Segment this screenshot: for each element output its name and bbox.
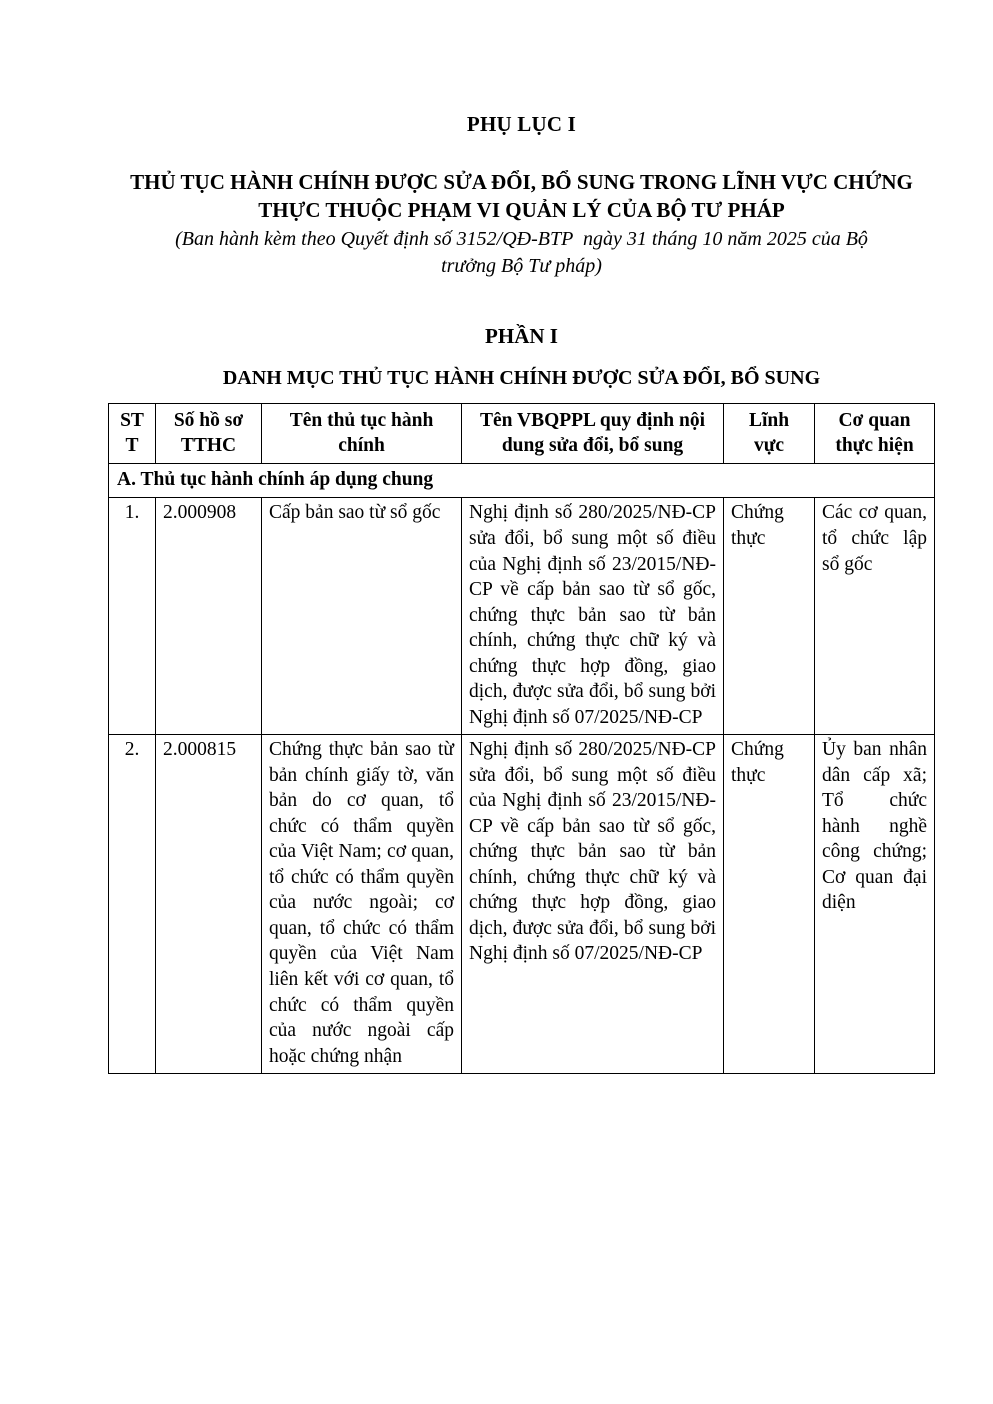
issuance-note: (Ban hành kèm theo Quyết định số 3152/QĐ-BTP ngày 31 tháng 10 năm 2025 của Bộ trưởng Bộ Tư pháp) <box>175 227 873 277</box>
list-title: DANH MỤC THỦ TỤC HÀNH CHÍNH ĐƯỢC SỬA ĐỔI, BỔ SUNG <box>222 366 821 389</box>
column-header-co-quan: Cơ quan thực hiện <box>815 403 935 463</box>
row2-stt: 2. <box>109 735 156 1074</box>
row1-linh-vuc: Chứng thực <box>724 498 815 735</box>
column-header-linh-vuc-label: Lĩnh vực <box>748 409 790 457</box>
column-header-so-ho-so: Số hồ sơ TTHC <box>156 403 262 463</box>
column-header-linh-vuc <box>724 403 815 463</box>
row2-ten-thu-tuc: Chứng thực bản sao từ bản chính giấy tờ, văn bản do cơ quan, tổ chức có thẩm quyền của Việt Nam; cơ quan, tổ chức có thẩm quyền của nước ngoài; cơ quan, tổ chức có thẩm quyền của Việt Nam liên kết với cơ quan, tổ chức có thẩm quyền của nước ngoài cấp hoặc chứng nhận <box>262 735 462 1074</box>
appendix-title: PHỤ LỤC I <box>466 112 577 136</box>
column-header-stt <box>109 403 156 463</box>
row1-stt: 1. <box>109 498 156 735</box>
document-title: THỦ TỤC HÀNH CHÍNH ĐƯỢC SỬA ĐỔI, BỔ SUNG TRONG LĨNH VỰC CHỨNG THỰC THUỘC PHẠM VI QUẢN LÝ CỦA BỘ TƯ PHÁP <box>130 170 913 222</box>
row2-so-ho-so: 2.000815 <box>156 735 262 1074</box>
column-header-ten-thu-tuc: Tên thủ tục hành chính <box>262 403 462 463</box>
row2-linh-vuc: Chứng thực <box>724 735 815 1074</box>
table-header-row <box>109 403 935 463</box>
column-header-vbqppl: Tên VBQPPL quy định nội dung sửa đổi, bổ sung <box>462 403 724 463</box>
row2-co-quan: Ủy ban nhân dân cấp xã; Tổ chức hành nghề công chứng; Cơ quan đại diện <box>815 735 935 1074</box>
table-row <box>109 735 935 1074</box>
row1-vbqppl: Nghị định số 280/2025/NĐ-CP sửa đổi, bổ sung một số điều của Nghị định số 23/2015/NĐ-CP về cấp bản sao từ sổ gốc, chứng thực bản sao từ bản chính, chứng thực chữ ký và chứng thực hợp đồng, giao dịch, được sửa đổi, bổ sung bởi Nghị định số 07/2025/NĐ-CP <box>462 498 724 735</box>
row1-co-quan: Các cơ quan, tổ chức lập sổ gốc <box>815 498 935 735</box>
row1-ten-thu-tuc: Cấp bản sao từ sổ gốc <box>262 498 462 735</box>
row2-vbqppl: Nghị định số 280/2025/NĐ-CP sửa đổi, bổ sung một số điều của Nghị định số 23/2015/NĐ-CP về cấp bản sao từ sổ gốc, chứng thực bản sao từ bản chính, chứng thực chữ ký và chứng thực hợp đồng, giao dịch, được sửa đổi, bổ sung bởi Nghị định số 07/2025/NĐ-CP <box>462 735 724 1074</box>
procedures-table <box>108 403 935 1074</box>
part-title: PHẦN I <box>485 323 558 348</box>
column-header-stt-label: STT <box>120 409 144 457</box>
section-row-a <box>109 463 935 498</box>
row1-so-ho-so: 2.000908 <box>156 498 262 735</box>
table-row <box>109 498 935 735</box>
section-a-label: A. Thủ tục hành chính áp dụng chung <box>109 463 935 498</box>
